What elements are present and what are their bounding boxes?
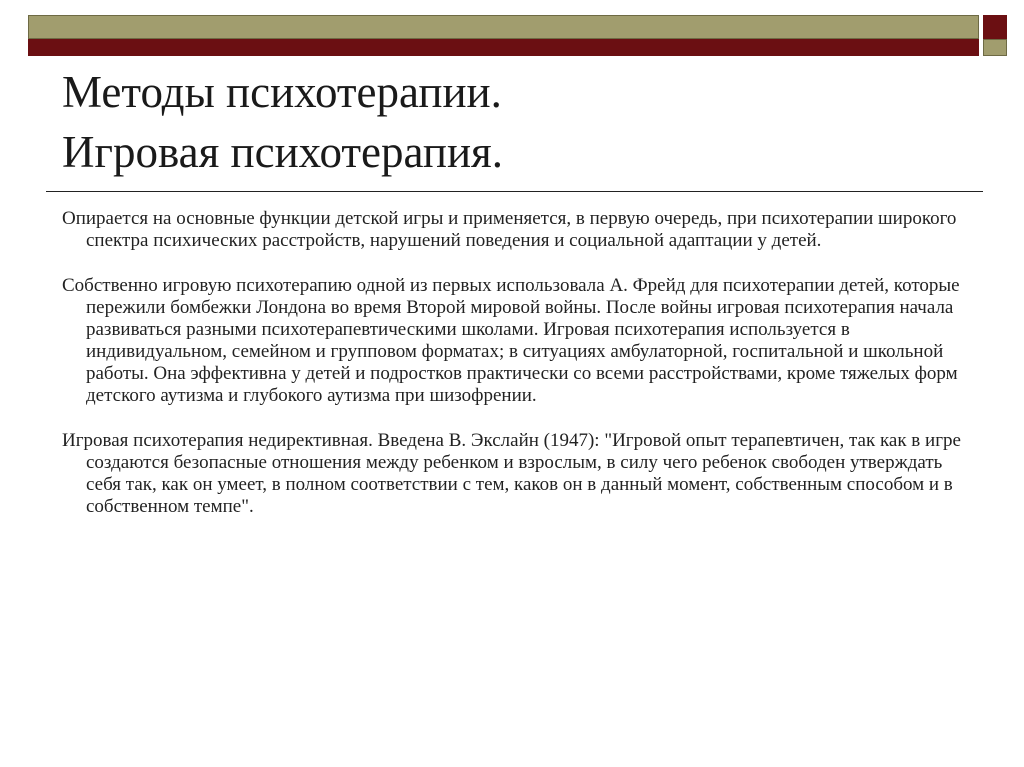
header-maroon-square — [983, 15, 1007, 39]
slide-title-line-1: Методы психотерапии. — [62, 67, 502, 117]
title-divider — [46, 191, 983, 192]
header-olive-bar — [28, 15, 979, 39]
slide-title-line-2: Игровая психотерапия. — [62, 127, 503, 177]
header-maroon-bar — [28, 39, 979, 56]
paragraph-1: Опирается на основные функции детской игры и применяется, в первую очередь, при психотерапии широкого спектра психических расстройств, нарушений поведения и социальной адаптации у детей. — [62, 208, 957, 251]
paragraph-2: Собственно игровую психотерапию одной из первых использовала А. Фрейд для психотерапии детей, которые пережили бомбежки Лондона во время Второй мировой войны. После войны игровая психотерапия начала развиваться разными психотерапевтическими школами. Игровая психотерапия используется в индивидуальном, семейном и групповом форматах; в ситуациях амбулаторной, госпитальной и школьной работы. Она эффективна у детей и подростков практически со всеми расстройствами, кроме тяжелых форм детского аутизма и глубокого аутизма при шизофрении. — [62, 275, 960, 406]
slide-body — [62, 208, 967, 541]
header-olive-square — [983, 39, 1007, 56]
slide-title — [62, 62, 962, 182]
paragraph-3: Игровая психотерапия недирективная. Введена В. Экслайн (1947): "Игровой опыт терапевтичен, так как в игре создаются безопасные отношения между ребенком и взрослым, в силу чего ребенок свободен утверждать себя так, как он умеет, в полном соответствии с тем, каков он в данный момент, собственным способом и в собственном темпе". — [62, 430, 961, 517]
